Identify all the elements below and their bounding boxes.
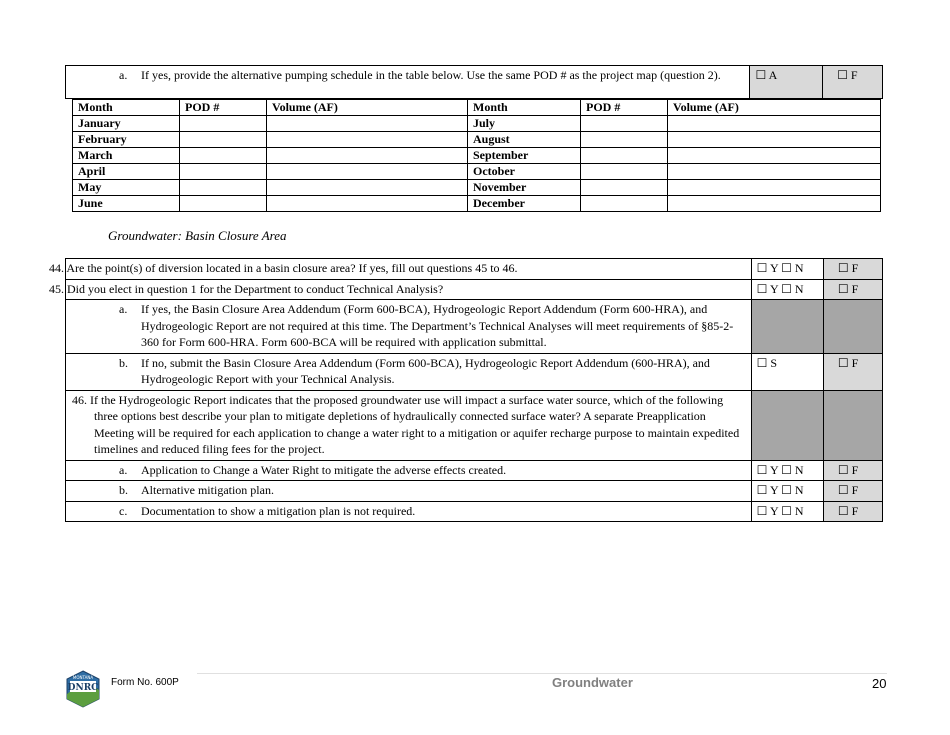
month-cell: September xyxy=(468,148,581,164)
col-header-volume: Volume (AF) xyxy=(267,100,468,116)
table-header-row xyxy=(73,100,881,116)
month-cell: January xyxy=(73,116,180,132)
answer-checkbox-a[interactable]: ☐ A xyxy=(750,66,823,99)
questions-table xyxy=(49,258,883,522)
volume-input-cell[interactable] xyxy=(267,148,468,164)
month-cell: June xyxy=(73,196,180,212)
question-45a-text: a. If yes, the Basin Closure Area Addendum (Form 600-BCA), Hydrogeologic Report Addendum (Form 600-HRA), and Hydrogeologic Report are not required at this time. The Department’s Technical Analyses will meet requirements of §85-2-360 for Form 600-HRA. Form 600-BCA will be required with application submittal. xyxy=(119,302,734,349)
question-row-44 xyxy=(66,259,883,280)
question-row-45b xyxy=(66,353,883,390)
question-45b-text: b. If no, submit the Basin Closure Area Addendum (Form 600-BCA), Hydrogeologic Report Addendum (600-HRA), and Hydrogeologic Report with your Technical Analysis. xyxy=(119,355,710,386)
month-cell: August xyxy=(468,132,581,148)
month-cell: February xyxy=(73,132,180,148)
disabled-flag-cell xyxy=(823,390,882,460)
svg-text:DNRC: DNRC xyxy=(67,683,99,693)
question-row-46a xyxy=(66,460,883,481)
question-46a-text: a. Application to Change a Water Right to mitigate the adverse effects created. xyxy=(119,462,507,477)
month-cell: October xyxy=(468,164,581,180)
pod-input-cell[interactable] xyxy=(180,164,267,180)
answer-checkbox-yn[interactable]: ☐ Y ☐ N xyxy=(751,501,823,522)
question-row-45a xyxy=(66,300,883,354)
pod-input-cell[interactable] xyxy=(180,116,267,132)
table-row xyxy=(73,164,881,180)
flag-checkbox[interactable]: ☐ F xyxy=(823,66,883,99)
volume-input-cell[interactable] xyxy=(668,164,881,180)
flag-checkbox[interactable]: ☐ F xyxy=(823,279,882,300)
flag-checkbox[interactable]: ☐ F xyxy=(823,460,882,481)
col-header-pod: POD # xyxy=(180,100,267,116)
pod-input-cell[interactable] xyxy=(581,164,668,180)
question-45a-cell xyxy=(66,300,752,354)
question-45-text: 45. Did you elect in question 1 for the Department to conduct Technical Analysis? xyxy=(66,279,752,300)
pod-input-cell[interactable] xyxy=(581,180,668,196)
question-46-text: 46. If the Hydrogeologic Report indicates that the proposed groundwater use will impact a surface water source, which of the following three options best describe your plan to mitigate depletions of hydraulically connected surface water? A separate Preapplication Meeting will be required for each application to change a water right to a mitigation or aquifer recharge purpose to maintain expedited timelines and reduced filing fees for the project. xyxy=(66,390,752,460)
volume-input-cell[interactable] xyxy=(267,164,468,180)
footer-title: Groundwater xyxy=(552,675,633,690)
pod-input-cell[interactable] xyxy=(581,148,668,164)
pumping-schedule-table xyxy=(72,99,881,212)
question-46b-text: b. Alternative mitigation plan. xyxy=(119,483,274,497)
question-row xyxy=(66,66,883,99)
table-row xyxy=(73,148,881,164)
answer-checkbox-s[interactable]: ☐ S xyxy=(751,353,823,390)
pod-input-cell[interactable] xyxy=(180,148,267,164)
form-number: Form No. 600P xyxy=(111,677,179,688)
answer-checkbox-yn[interactable]: ☐ Y ☐ N xyxy=(751,279,823,300)
pod-input-cell[interactable] xyxy=(581,132,668,148)
col-header-volume-2: Volume (AF) xyxy=(668,100,881,116)
col-header-month: Month xyxy=(73,100,180,116)
answer-checkbox-yn[interactable]: ☐ Y ☐ N xyxy=(751,460,823,481)
page-number: 20 xyxy=(872,676,887,691)
flag-checkbox[interactable]: ☐ F xyxy=(823,353,882,390)
table-row xyxy=(73,180,881,196)
answer-checkbox-yn[interactable]: ☐ Y ☐ N xyxy=(751,259,823,280)
question-44-text: 44. Are the point(s) of diversion located in a basin closure area? If yes, fill out questions 45 to 46. xyxy=(66,259,752,280)
pod-input-cell[interactable] xyxy=(180,180,267,196)
col-header-month-2: Month xyxy=(468,100,581,116)
volume-input-cell[interactable] xyxy=(668,116,881,132)
question-46b-cell xyxy=(66,481,752,502)
volume-input-cell[interactable] xyxy=(668,180,881,196)
month-cell: December xyxy=(468,196,581,212)
pod-input-cell[interactable] xyxy=(581,196,668,212)
table-row xyxy=(73,116,881,132)
flag-checkbox[interactable]: ☐ F xyxy=(823,481,882,502)
volume-input-cell[interactable] xyxy=(668,196,881,212)
volume-input-cell[interactable] xyxy=(267,132,468,148)
question-45b-cell xyxy=(66,353,752,390)
footer-divider xyxy=(197,673,887,674)
question-row-46c xyxy=(66,501,883,522)
volume-input-cell[interactable] xyxy=(668,148,881,164)
answer-checkbox-yn[interactable]: ☐ Y ☐ N xyxy=(751,481,823,502)
volume-input-cell[interactable] xyxy=(267,196,468,212)
svg-text:MONTANA: MONTANA xyxy=(72,675,94,680)
disabled-answer-cell xyxy=(751,300,823,354)
question-row-46b xyxy=(66,481,883,502)
table-row xyxy=(73,196,881,212)
month-cell: March xyxy=(73,148,180,164)
dnrc-logo-icon xyxy=(64,670,102,708)
question-row-46 xyxy=(66,390,883,460)
volume-input-cell[interactable] xyxy=(267,116,468,132)
volume-input-cell[interactable] xyxy=(668,132,881,148)
month-cell: April xyxy=(73,164,180,180)
question-row-45 xyxy=(66,279,883,300)
month-cell: July xyxy=(468,116,581,132)
disabled-answer-cell xyxy=(751,390,823,460)
question-cell xyxy=(66,66,750,99)
volume-input-cell[interactable] xyxy=(267,180,468,196)
question-43a-table xyxy=(65,65,883,99)
question-46c-cell xyxy=(66,501,752,522)
month-cell: May xyxy=(73,180,180,196)
question-text: a. If yes, provide the alternative pumping schedule in the table below. Use the same POD # as the project map (question 2). xyxy=(119,68,721,82)
col-header-pod-2: POD # xyxy=(581,100,668,116)
flag-checkbox[interactable]: ☐ F xyxy=(823,501,882,522)
question-46a-cell xyxy=(66,460,752,481)
question-46c-text: c. Documentation to show a mitigation plan is not required. xyxy=(119,503,416,518)
pod-input-cell[interactable] xyxy=(180,196,267,212)
month-cell: November xyxy=(468,180,581,196)
table-row xyxy=(73,132,881,148)
section-title: Groundwater: Basin Closure Area xyxy=(108,228,287,243)
pod-input-cell[interactable] xyxy=(581,116,668,132)
pod-input-cell[interactable] xyxy=(180,132,267,148)
disabled-flag-cell xyxy=(823,300,882,354)
flag-checkbox[interactable]: ☐ F xyxy=(823,259,882,280)
